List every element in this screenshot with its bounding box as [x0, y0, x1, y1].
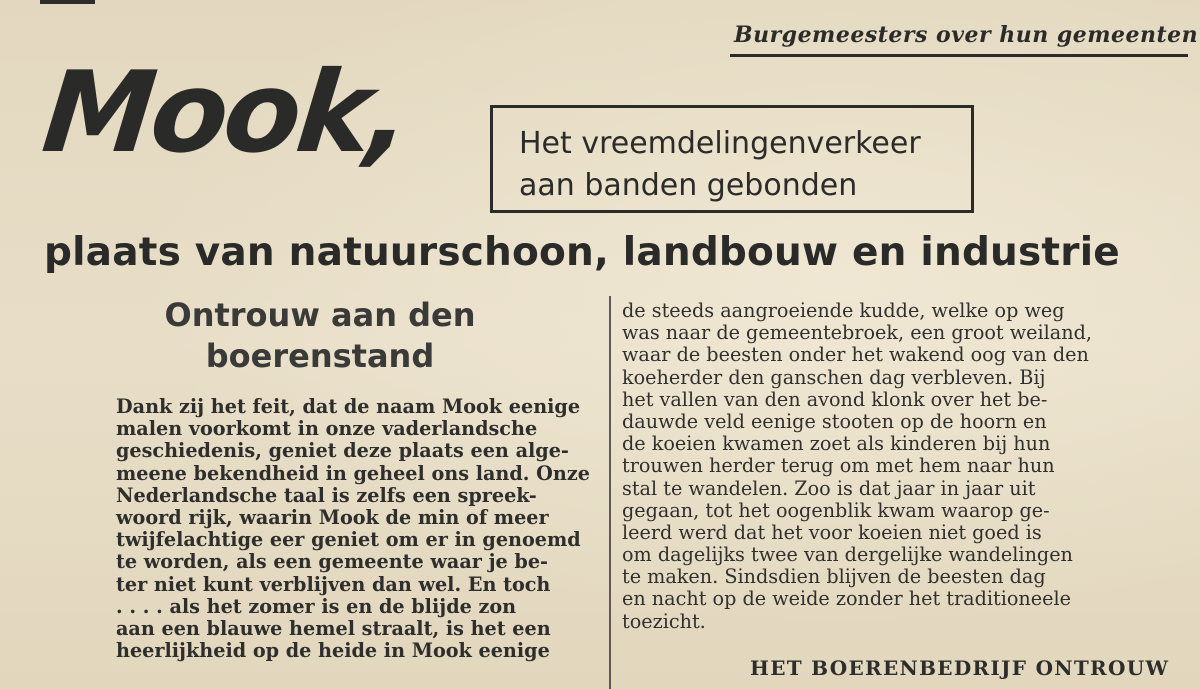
text-line: te maken. Sindsdien blijven de beesten dag	[622, 565, 1046, 589]
text-line: waar de beesten onder het wakend oog van den	[622, 343, 1089, 367]
series-title: Burgemeesters over hun gemeenten	[734, 22, 1199, 48]
title-word: Mook,	[37, 48, 414, 178]
text-line: malen voorkomt in onze vaderlandsche	[116, 417, 538, 441]
text-line: geschiedenis, geniet deze plaats een alge-	[116, 439, 569, 463]
text-line: ter niet kunt verblijven dan wel. En toch	[116, 572, 551, 596]
text-line: Nederlandsche taal is zelfs een spreek-	[116, 483, 537, 507]
boxed-subtitle	[490, 105, 974, 213]
right-column-text	[622, 300, 1092, 633]
text-line: twijfelachtige eer geniet om er in genoemd	[116, 528, 581, 552]
text-line: Dank zij het feit, dat de naam Mook eenige	[116, 395, 581, 418]
text-line: de steeds aangroeiende kudde, welke op weg	[622, 299, 1065, 322]
text-line: de koeien kwamen zoet als kinderen bij hun	[622, 432, 1051, 456]
top-rule-fragment	[40, 0, 95, 4]
text-line: leerd werd dat het voor koeien niet goed is	[622, 520, 1042, 544]
series-title-underline	[730, 54, 1188, 57]
headline: plaats van natuurschoon, landbouw en industrie	[44, 230, 1120, 275]
text-line: gegaan, tot het oogenblik kwam waarop ge-	[622, 498, 1050, 522]
text-line: woord rijk, waarin Mook de min of meer	[116, 505, 549, 529]
text-line: te worden, als een gemeente waar je be-	[116, 550, 548, 574]
left-column-text	[116, 396, 590, 662]
text-line: en nacht op de weide zonder het traditioneele	[622, 587, 1071, 611]
column-divider	[609, 296, 611, 689]
boxed-subtitle-line: Het vreemdelingenverkeer	[519, 126, 921, 161]
text-line: stal te wandelen. Zoo is dat jaar in jaar uit	[622, 476, 1036, 500]
subheading-line: boerenstand	[205, 337, 435, 375]
text-line: om dagelijks twee van dergelijke wandelingen	[622, 543, 1073, 567]
text-line: aan een blauwe hemel straalt, is het een	[116, 616, 551, 640]
subheading-line: Ontrouw aan den	[164, 296, 476, 334]
text-line: het vallen van den avond klonk over het be-	[622, 387, 1048, 411]
boxed-subtitle-line: aan banden gebonden	[519, 168, 858, 203]
text-line: . . . . als het zomer is en de blijde zon	[116, 594, 517, 618]
text-line: was naar de gemeentebroek, een groot weiland,	[622, 321, 1092, 345]
text-line: dauwde veld eenige stooten op de hoorn en	[622, 409, 1047, 433]
section-heading: HET BOERENBEDRIJF ONTROUW	[750, 656, 1170, 680]
text-line: meene bekendheid in geheel ons land. Onze	[116, 461, 590, 485]
text-line: toezicht.	[622, 609, 706, 633]
text-line: heerlijkheid op de heide in Mook eenige	[116, 639, 550, 663]
text-line: koeherder den ganschen dag verbleven. Bij	[622, 365, 1046, 389]
text-line: trouwen herder terug om met hem naar hun	[622, 454, 1055, 478]
